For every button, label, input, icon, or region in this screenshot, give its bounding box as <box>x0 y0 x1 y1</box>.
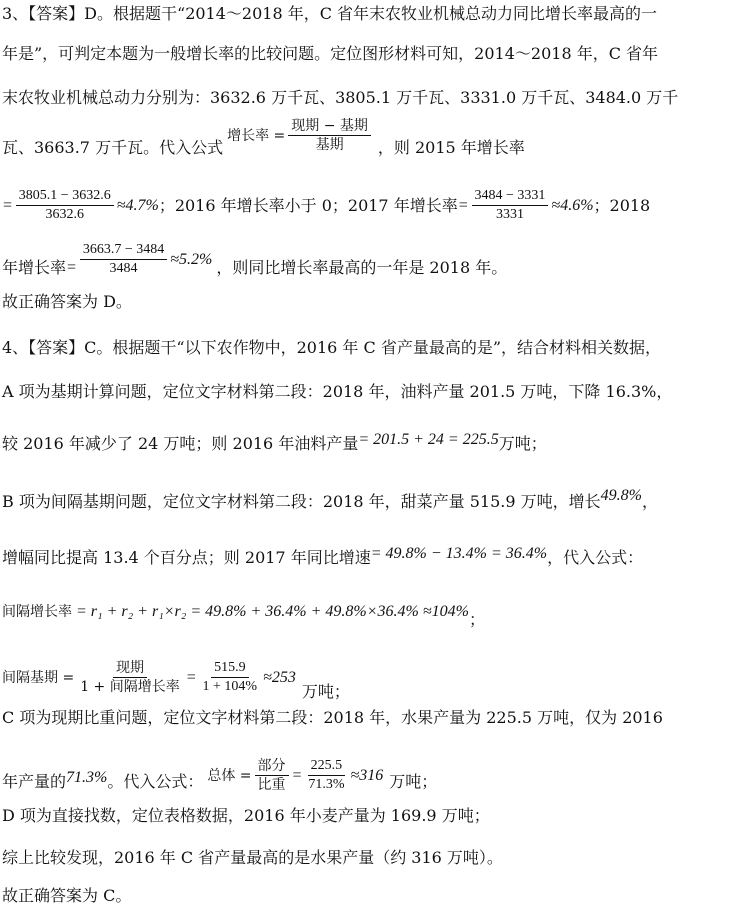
fraction-denominator: 基期 <box>315 137 344 153</box>
q3-text: 3、【答案】D。根据题干“2014～2018 年，C 省年末农牧业机械总动力同比增长率最高的一 <box>2 4 658 23</box>
q4-text: ， <box>641 492 658 511</box>
growth-2015-result: ≈4.7% <box>116 196 159 214</box>
q3-line-7 <box>2 292 749 312</box>
q3-text: 末农牧业机械总动力分别为：3632.6 万千瓦、3805.1 万千瓦、3331.0 万千瓦、3484.0 万千 <box>2 88 679 107</box>
fraction-numerator: 现期 − 基期 <box>288 118 371 136</box>
fraction-numerator: 3484 − 3331 <box>472 188 549 206</box>
q4-text: ，代入公式： <box>547 548 644 567</box>
fraction-numerator: 515.9 <box>211 660 249 678</box>
total-result: ≈316 <box>350 766 384 784</box>
q4-line-1 <box>2 338 749 358</box>
fraction-denominator: 3331 <box>495 207 524 222</box>
total-value-fraction <box>305 758 347 793</box>
q3-line-5 <box>2 188 749 223</box>
q4-text: C 项为现期比重问题，定位文字材料第二段：2018 年，水果产量为 225.5 万吨，仅为 2016 <box>2 708 663 727</box>
q4-line-8 <box>2 708 749 728</box>
q4-text: 综上比较发现，2016 年 C 省产量最高的是水果产量（约 316 万吨）。 <box>2 848 503 867</box>
interval-base-fraction <box>77 660 183 695</box>
fraction-numerator: 225.5 <box>308 758 346 776</box>
fraction-denominator: 71.3% <box>308 777 345 792</box>
q4-text: 万吨； <box>389 771 438 791</box>
sugar-beet-growth: 49.8% <box>600 487 642 504</box>
q3-line-2 <box>2 44 749 64</box>
q3-line-3 <box>2 88 749 108</box>
q3-text: ；2018 <box>593 195 651 215</box>
growth-formula-lhs: 增长率 = <box>227 127 286 144</box>
interval-growth-label: 间隔增长率 <box>2 604 72 620</box>
fraction-numerator: 部分 <box>255 758 289 776</box>
q4-line-7 <box>2 660 749 701</box>
q4-text: 年产量的 <box>2 771 67 791</box>
q4-text: 万吨； <box>498 434 547 453</box>
q4-answer: 故正确答案为 C。 <box>2 886 132 905</box>
fraction-numerator: 现期 <box>113 660 147 678</box>
equals-sign: = <box>457 196 469 214</box>
q4-text: D 项为直接找数，定位表格数据，2016 年小麦产量为 169.9 万吨； <box>2 806 490 825</box>
interval-base-value-fraction <box>200 660 261 695</box>
q4-text: A 项为基期计算问题，定位文字材料第二段：2018 年，油料产量 201.5 万吨，下降 16.3%， <box>2 382 673 401</box>
oil-2016-formula: = 201.5 + 24 = 225.5 <box>358 431 499 448</box>
growth-2017-formula: = 49.8% − 13.4% = 36.4% <box>370 545 548 562</box>
q4-line-5 <box>2 545 749 568</box>
fraction-numerator: 3663.7 − 3484 <box>80 242 167 260</box>
q3-answer: 故正确答案为 D。 <box>2 292 132 311</box>
fraction-denominator: 比重 <box>257 777 286 793</box>
q3-line-6 <box>2 242 749 285</box>
equals-sign: = <box>291 766 303 784</box>
fraction-numerator: 3805.1 − 3632.6 <box>16 188 114 206</box>
q4-text: B 项为间隔基期问题，定位文字材料第二段：2018 年，甜菜产量 515.9 万吨，增长 <box>2 492 601 511</box>
growth-2017-fraction <box>472 188 549 223</box>
q4-text: 万吨； <box>301 681 350 701</box>
q4-line-2 <box>2 382 749 402</box>
q4-line-12 <box>2 886 749 906</box>
interval-growth-formula: = r₁ + r₂ + r₁×r₂ = 49.8% + 36.4% + 49.8%×36.4% ≈104% <box>76 603 469 620</box>
equals-sign: = <box>2 196 13 214</box>
fruit-ratio: 71.3% <box>66 768 108 786</box>
q3-line-4 <box>2 118 749 165</box>
q3-line-1 <box>2 4 749 24</box>
equals-sign: = <box>66 258 77 276</box>
q4-line-11 <box>2 848 749 868</box>
total-formula-fraction <box>255 758 289 793</box>
growth-2018-result: ≈5.2% <box>170 250 213 268</box>
q4-text: ； <box>468 610 485 629</box>
fraction-denominator: 3632.6 <box>45 207 84 222</box>
q3-text: ，则同比增长率最高的一年是 2018 年。 <box>216 257 508 277</box>
q4-line-10 <box>2 806 749 826</box>
equals-sign: = <box>185 668 197 686</box>
fraction-denominator: 1 + 间隔增长率 <box>80 679 180 695</box>
growth-2018-fraction <box>80 242 167 277</box>
q4-line-6 <box>2 602 749 629</box>
interval-base-result: ≈253 <box>263 668 296 686</box>
interval-base-label: 间隔基期 = <box>2 669 75 686</box>
fraction-denominator: 1 + 104% <box>202 679 258 694</box>
q4-line-3 <box>2 431 749 454</box>
total-formula-lhs: 总体 = <box>207 767 252 784</box>
q3-text: 瓦、3663.7 万千瓦。代入公式 <box>2 137 224 157</box>
q4-text: 增幅同比提高 13.4 个百分点；则 2017 年同比增速 <box>2 548 371 567</box>
growth-formula-fraction <box>288 118 371 153</box>
q4-line-9 <box>2 758 749 799</box>
q3-text: ，则 2015 年增长率 <box>377 137 525 157</box>
q3-text: ；2016 年增长率小于 0；2017 年增长率 <box>158 195 458 215</box>
q4-text: 4、【答案】C。根据题干“以下农作物中，2016 年 C 省产量最高的是”，结合材料相关数据， <box>2 338 662 357</box>
q4-line-4 <box>2 487 749 512</box>
growth-2017-result: ≈4.6% <box>551 196 594 214</box>
q4-text: 较 2016 年减少了 24 万吨；则 2016 年油料产量 <box>2 434 359 453</box>
q3-text: 年是”，可判定本题为一般增长率的比较问题。定位图形材料可知，2014～2018 年，C 省年 <box>2 44 659 63</box>
q3-text: 年增长率 <box>2 257 67 277</box>
growth-2015-fraction <box>16 188 114 223</box>
fraction-denominator: 3484 <box>109 261 138 276</box>
q4-text: 。代入公式： <box>107 771 204 791</box>
